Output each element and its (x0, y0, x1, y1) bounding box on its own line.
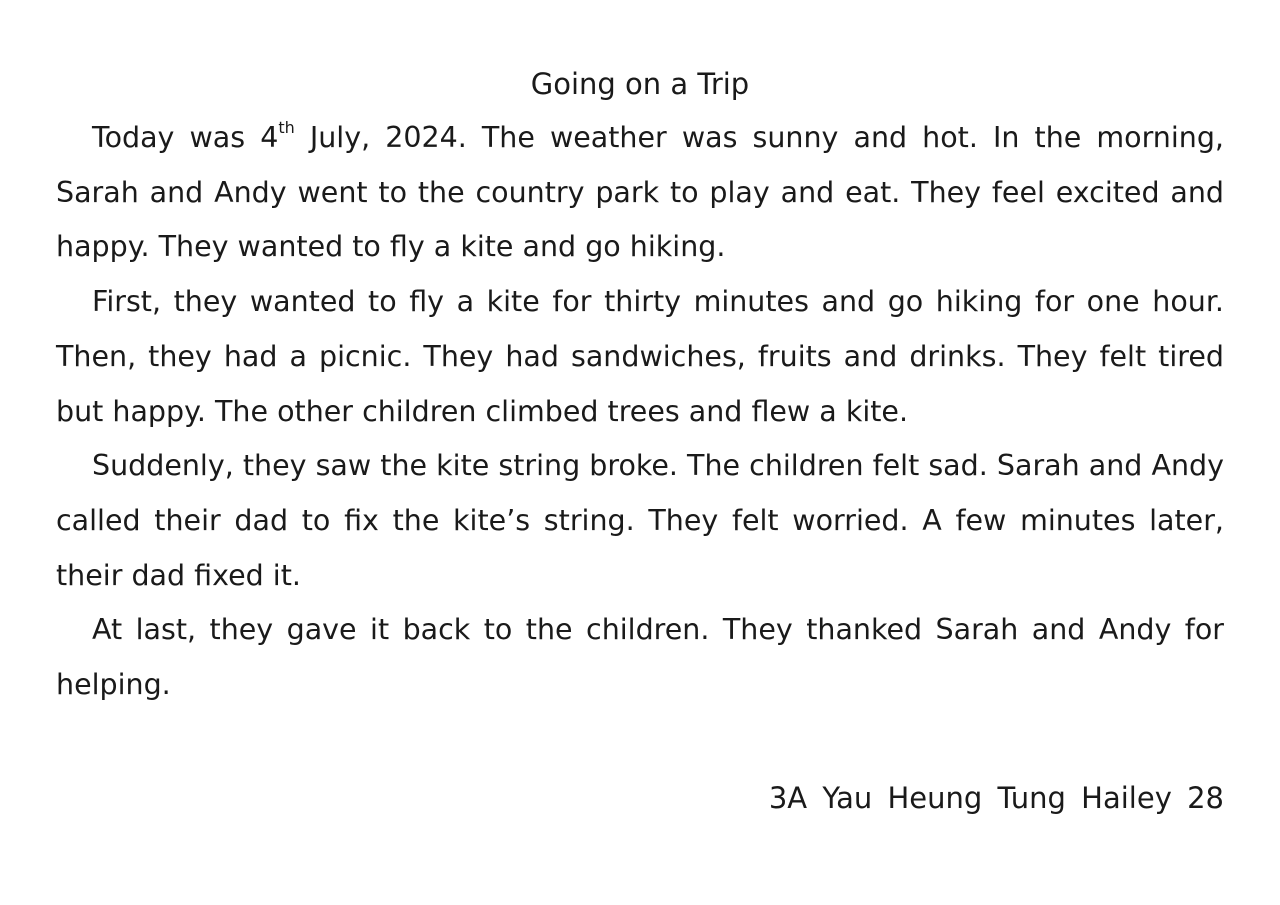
date-ordinal-suffix: th (278, 118, 295, 137)
paragraph-1-text-rest: July, 2024. The weather was sunny and hot. In the morning, Sarah and Andy went to the country park to play and eat. They feel excited and happy. They wanted to fly a kite and go hiking. (56, 121, 1224, 264)
page-title: Going on a Trip (530, 67, 750, 101)
paragraph-3: Suddenly, they saw the kite string broke. The children felt sad. Sarah and Andy called their dad to fix the kite’s string. They felt worried. A few minutes later, their dad fixed it. (56, 449, 1224, 592)
paragraph-1 (56, 111, 1224, 275)
story-body (56, 111, 1224, 713)
author-signature: 3A Yau Heung Tung Hailey 28 (768, 781, 1224, 815)
paragraph-4: At last, they gave it back to the children. They thanked Sarah and Andy for helping. (56, 613, 1224, 702)
paragraph-1-text-start: Today was 4 (92, 121, 279, 154)
paragraph-2: First, they wanted to fly a kite for thirty minutes and go hiking for one hour. Then, they had a picnic. They had sandwiches, fruits and drinks. They felt tired but happy. The other children climbed trees and flew a kite. (56, 285, 1224, 428)
